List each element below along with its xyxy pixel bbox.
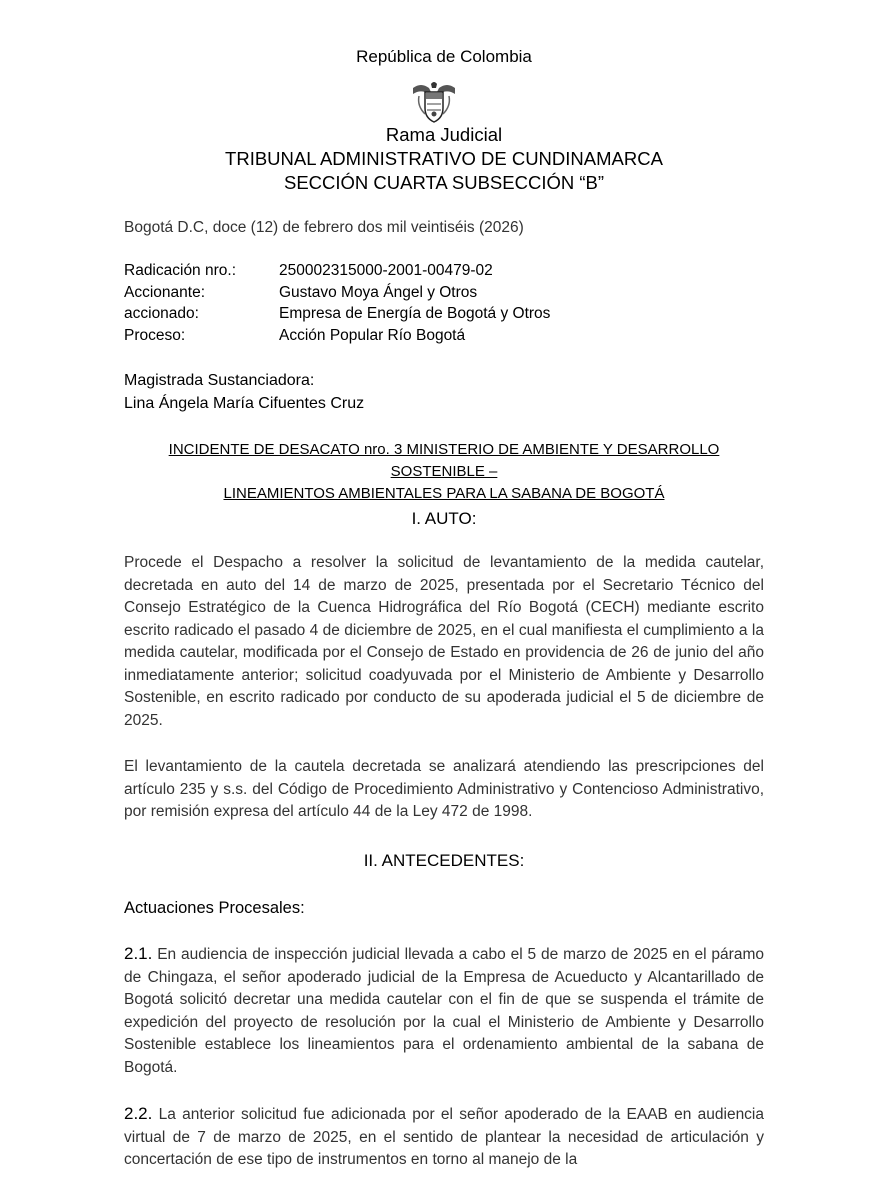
header-section: SECCIÓN CUARTA SUBSECCIÓN “B” <box>283 172 605 193</box>
case-info-value: Empresa de Energía de Bogotá y Otros <box>279 305 551 322</box>
paragraph-number: 2.1. <box>124 944 153 963</box>
case-info-value: Acción Popular Río Bogotá <box>279 327 466 344</box>
case-info-value: 250002315000-2001-00479-02 <box>279 262 493 279</box>
case-info-label: Accionante: <box>124 284 205 301</box>
magistrate-name: Lina Ángela María Cifuentes Cruz <box>124 395 365 412</box>
header-tribunal: TRIBUNAL ADMINISTRATIVO DE CUNDINAMARCA <box>225 148 663 169</box>
incident-title-line: LINEAMIENTOS AMBIENTALES PARA LA SABANA DE BOGOTÁ <box>223 485 665 502</box>
case-info-label: Proceso: <box>124 327 186 344</box>
subheading-actuaciones: Actuaciones Procesales: <box>124 899 305 917</box>
section-title-antecedentes: II. ANTECEDENTES: <box>363 851 525 870</box>
case-info-value: Gustavo Moya Ángel y Otros <box>279 284 478 301</box>
colombia-coat-of-arms-icon <box>411 80 457 124</box>
paragraph-2-1 <box>124 943 764 1079</box>
header-branch: Rama Judicial <box>385 124 503 145</box>
magistrate-title: Magistrada Sustanciadora: <box>124 372 315 389</box>
paragraph-auto-2: El levantamiento de la cautela decretada se analizará atendiendo las prescripciones del artículo 235 y s.s. del Código de Procedimiento Administrativo y Contencioso Administrativo, por remisión expresa del artículo 44 de la Ley 472 de 1998. <box>124 758 764 820</box>
header-country: República de Colombia <box>356 47 532 66</box>
incident-title-line: INCIDENTE DE DESACATO nro. 3 MINISTERIO DE AMBIENTE Y DESARROLLO SOSTENIBLE – <box>168 441 720 480</box>
incident-title <box>124 439 764 505</box>
paragraph-number: 2.2. <box>124 1104 153 1123</box>
section-title-auto: I. AUTO: <box>411 509 477 528</box>
paragraph-auto-1: Procede el Despacho a resolver la solicitud de levantamiento de la medida cautelar, decretada en auto del 14 de marzo de 2025, presentada por el Secretario Técnico del Consejo Estratégico de la Cuenca Hidrográfica del Río Bogotá (CECH) mediante escrito escrito radicado el pasado 4 de diciembre de 2025, en el cual manifiesta el cumplimiento a la medida cautelar, modificada por el Consejo de Estado en providencia de 26 de junio del año inmediatamente anterior; solicitud coadyuvada por el Ministerio de Ambiente y Desarrollo Sostenible, en escrito radicado por conducto de su apoderada judicial el 5 de diciembre de 2025. <box>124 554 764 729</box>
date-line: Bogotá D.C, doce (12) de febrero dos mil veintiséis (2026) <box>124 219 524 236</box>
paragraph-text: En audiencia de inspección judicial llevada a cabo el 5 de marzo de 2025 en el páramo de Chingaza, el señor apoderado judicial de la Empresa de Acueducto y Alcantarillado de Bogotá solicitó decretar una medida cautelar con el fin de que se suspenda el trámite de expedición del proyecto de resolución por la cual el Ministerio de Ambiente y Desarrollo Sostenible establece los lineamientos para el ordenamiento ambiental de la sabana de Bogotá. <box>124 946 764 1076</box>
paragraph-2-2 <box>124 1103 764 1172</box>
paragraph-text: La anterior solicitud fue adicionada por el señor apoderado de la EAAB en audiencia virtual de 7 de marzo de 2025, en el sentido de plantear la necesidad de articulación y concertación de ese tipo de instrumentos en torno al manejo de la <box>124 1106 764 1168</box>
case-info-label: Radicación nro.: <box>124 262 237 279</box>
case-info-label: accionado: <box>124 305 199 322</box>
